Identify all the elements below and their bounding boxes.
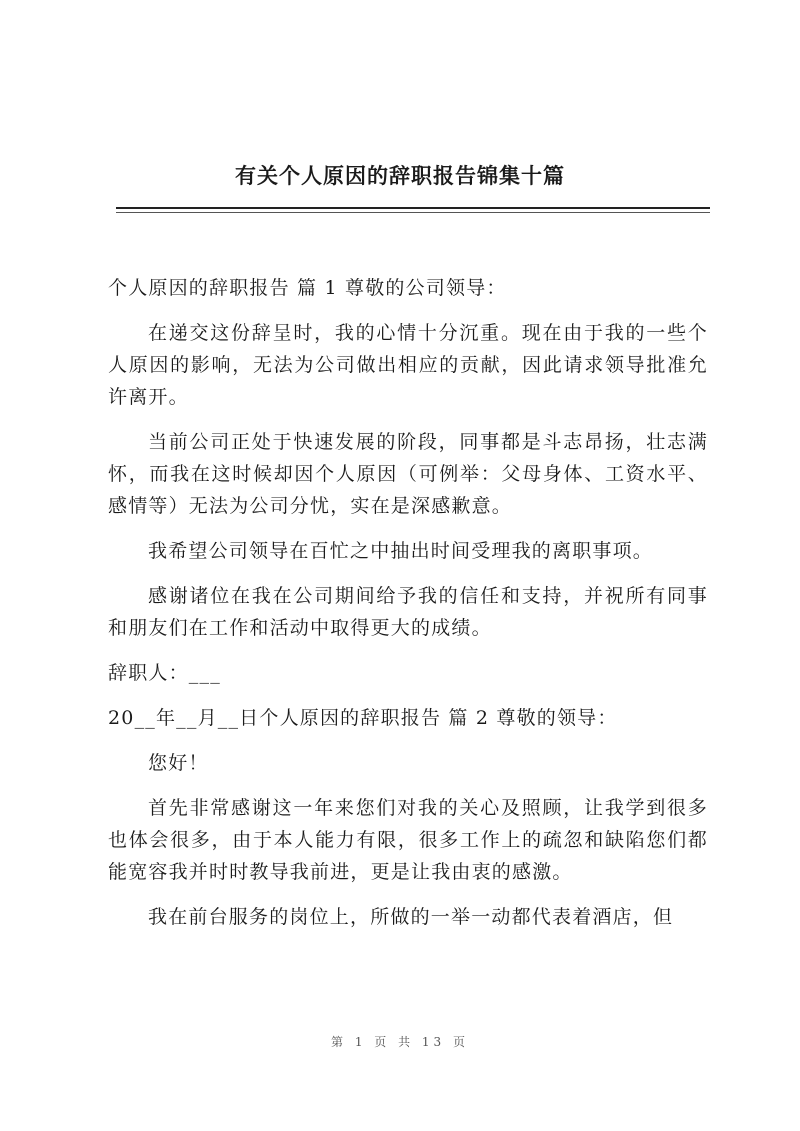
paragraph: 当前公司正处于快速发展的阶段，同事都是斗志昂扬，壮志满怀，而我在这时候却因个人原因（可例举：父母身体、工资水平、感情等）无法为公司分忧，实在是深感歉意。 (108, 431, 708, 517)
document-body (108, 272, 708, 946)
title-divider (116, 207, 710, 209)
paragraph: 我希望公司领导在百忙之中抽出时间受理我的离职事项。 (148, 540, 654, 562)
paragraph: 在递交这份辞呈时，我的心情十分沉重。现在由于我的一些个人原因的影响，无法为公司做出相应的贡献，因此请求领导批准允许离开。 (108, 322, 708, 408)
document-title: 有关个人原因的辞职报告锦集十篇 (235, 164, 565, 188)
paragraph: 20__年__月__日个人原因的辞职报告 篇 2 尊敬的领导： (108, 707, 618, 729)
page-number: 第 1 页 共 13 页 (331, 1035, 469, 1049)
paragraph: 我在前台服务的岗位上，所做的一举一动都代表着酒店，但 (148, 906, 674, 928)
paragraph: 感谢诸位在我在公司期间给予我的信任和支持，并祝所有同事和朋友们在工作和活动中取得更大的成绩。 (108, 585, 708, 639)
paragraph: 个人原因的辞职报告 篇 1 尊敬的公司领导： (108, 277, 507, 299)
paragraph: 首先非常感谢这一年来您们对我的关心及照顾，让我学到很多也体会很多，由于本人能力有限，很多工作上的疏忽和缺陷您们都能宽容我并时时教导我前进，更是让我由衷的感激。 (108, 797, 708, 883)
signature-line: 辞职人：___ (108, 662, 221, 684)
greeting: 您好！ (148, 752, 209, 774)
title-divider-thin (116, 212, 710, 213)
